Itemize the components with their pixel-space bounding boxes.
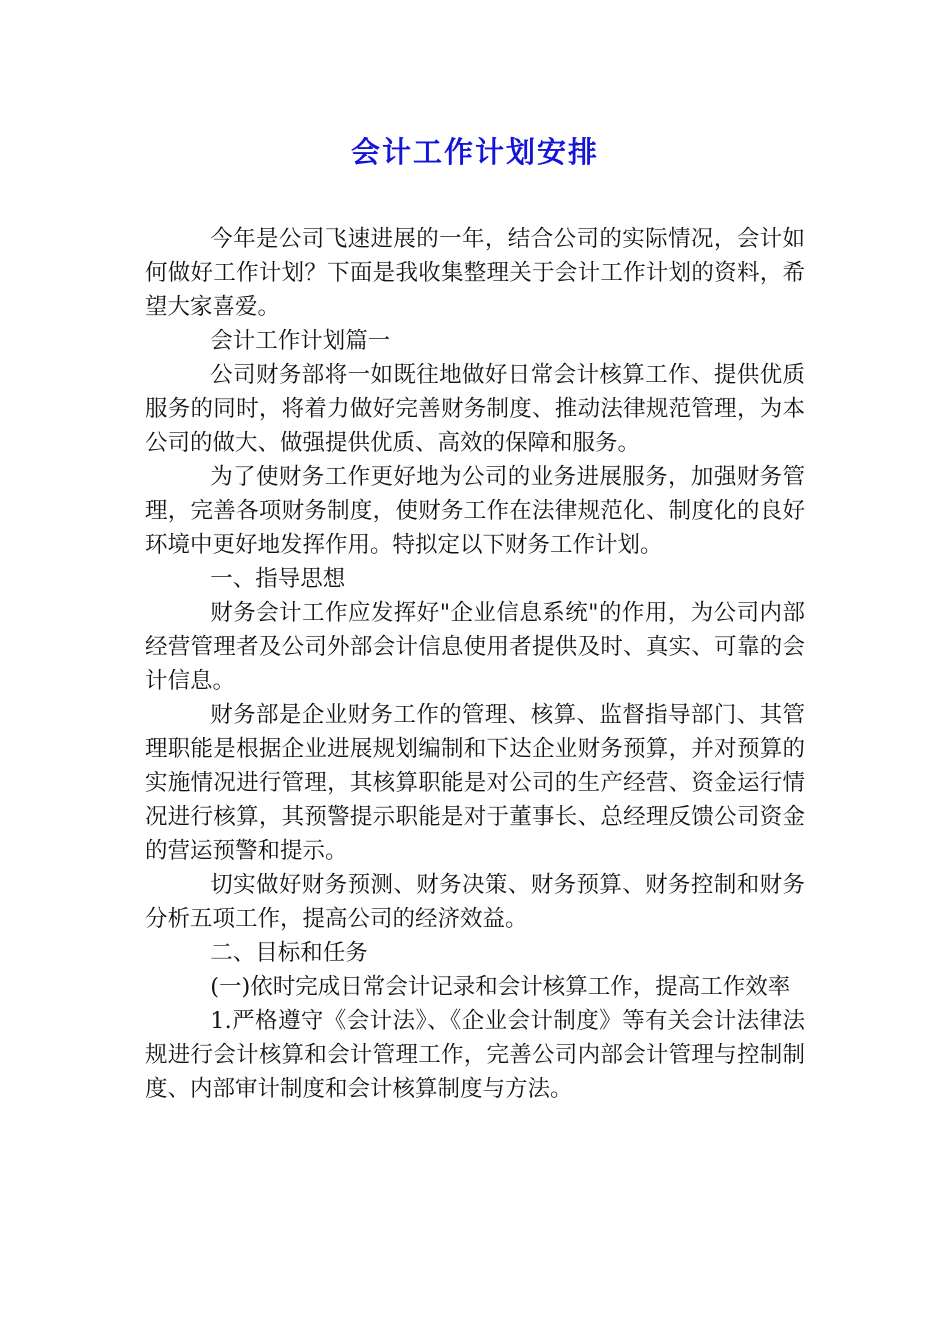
subsection-heading: (一)依时完成日常会计记录和会计核算工作，提高工作效率 — [210, 974, 791, 1000]
section-heading-goals-tasks: 二、目标和任务 — [210, 940, 368, 966]
intro-paragraph: 今年是公司飞速进展的一年，结合公司的实际情况，会计如何做好工作计划？下面是我收集整理关于会计工作计划的资料，希望大家喜爱。 — [145, 226, 805, 320]
section-heading-guiding-thought: 一、指导思想 — [210, 566, 346, 592]
body-paragraph: 为了使财务工作更好地为公司的业务进展服务，加强财务管理，完善各项财务制度，使财务工作在法律规范化、制度化的良好环境中更好地发挥作用。特拟定以下财务工作计划。 — [145, 464, 805, 558]
document-title: 会计工作计划安排 — [350, 135, 599, 169]
body-paragraph: 财务会计工作应发挥好"企业信息系统"的作用，为公司内部经营管理者及公司外部会计信息使用者提供及时、真实、可靠的会计信息。 — [145, 600, 805, 694]
body-paragraph: 切实做好财务预测、财务决策、财务预算、财务控制和财务分析五项工作，提高公司的经济效益。 — [145, 872, 805, 932]
body-paragraph: 1.严格遵守《会计法》、《企业会计制度》等有关会计法律法规进行会计核算和会计管理工作，完善公司内部会计管理与控制制度、内部审计制度和会计核算制度与方法。 — [145, 1008, 805, 1102]
body-paragraph: 财务部是企业财务工作的管理、核算、监督指导部门、其管理职能是根据企业进展规划编制和下达企业财务预算，并对预算的实施情况进行管理，其核算职能是对公司的生产经营、资金运行情况进行核算，其预警提示职能是对于董事长、总经理反馈公司资金的营运预警和提示。 — [145, 702, 805, 864]
body-paragraph: 公司财务部将一如既往地做好日常会计核算工作、提供优质服务的同时，将着力做好完善财务制度、推动法律规范管理，为本公司的做大、做强提供优质、高效的保障和服务。 — [145, 362, 805, 456]
section-heading-plan-one: 会计工作计划篇一 — [210, 328, 391, 354]
document-body — [145, 222, 805, 1106]
